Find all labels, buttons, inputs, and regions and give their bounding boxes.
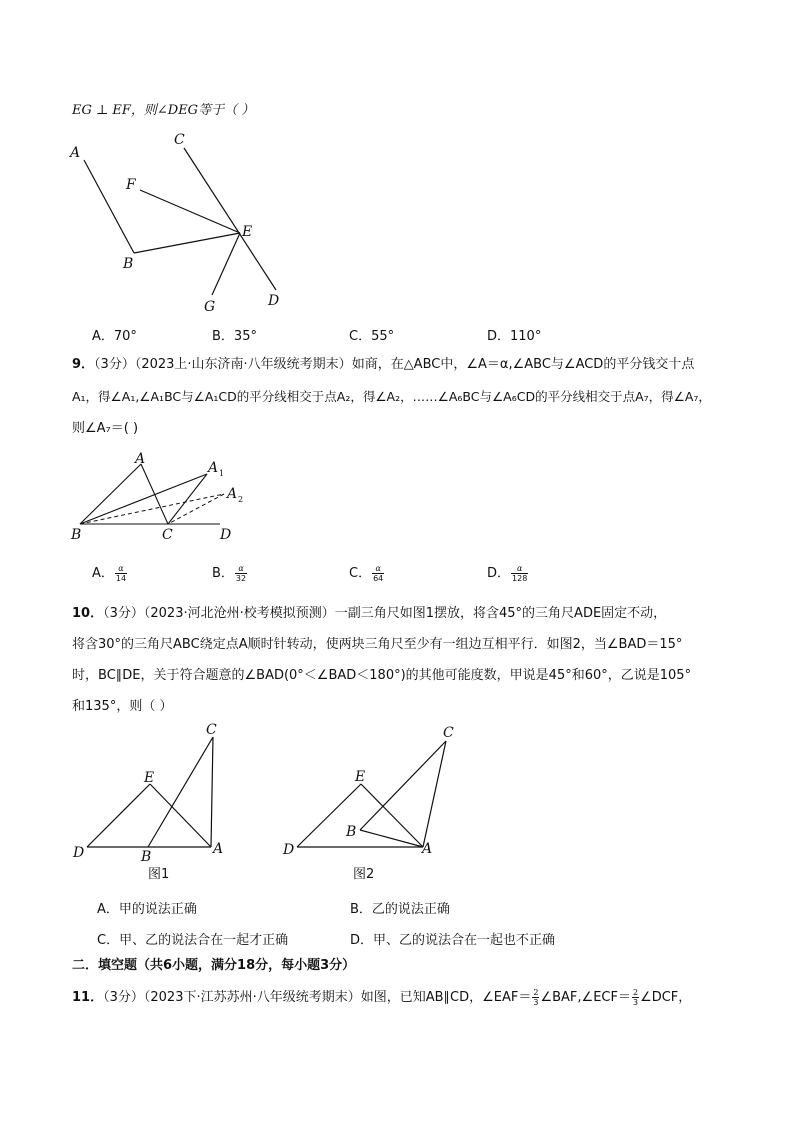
q9-label-c: C bbox=[162, 527, 173, 543]
q9-option-c-letter: C． bbox=[349, 566, 372, 581]
q9-stem-1: 如商，在△ABC中，∠A＝α,∠ABC与∠ACD的平分钱交十点 bbox=[351, 357, 695, 372]
q9-option-b-num: α bbox=[235, 564, 247, 574]
q11-score: （3分） bbox=[103, 990, 144, 1005]
q10-fig1-label-e: E bbox=[144, 770, 155, 786]
q9-line-3: 则∠A₇＝( ) bbox=[72, 421, 139, 436]
q11-frac-1-den: 3 bbox=[533, 998, 539, 1007]
q9-option-b-den: 32 bbox=[235, 574, 247, 583]
q9-line-2: A₁，得∠A₁,∠A₁BC与∠A₁CD的平分线相交于点A₂，得∠A₂，……∠A₆BC与∠A₆CD的平分线相交于点A₇，得∠A₇， bbox=[72, 389, 711, 404]
q9-option-c-den: 64 bbox=[373, 574, 384, 583]
q10-fig1-line-ea bbox=[150, 784, 211, 847]
q10-line-2: 将含30°的三角尺ABC绕定点A顺时针转动，使两块三角尺至少有一组边互相平行．如图2，当∠BAD＝15° bbox=[72, 637, 683, 652]
q9-option-a-num: α bbox=[115, 564, 127, 574]
q10-fig1-line-ac bbox=[211, 737, 213, 847]
q11-stem-c: ∠DCF， bbox=[640, 990, 692, 1005]
q10-fig2-caption: 图2 bbox=[353, 867, 375, 882]
q11-frac-1-num: 2 bbox=[533, 988, 539, 997]
q10-fig1-label-a: A bbox=[213, 841, 224, 857]
q10-fig1-line-de bbox=[87, 784, 150, 847]
q11-stem-a: 如图，已知AB∥CD，∠EAF＝ bbox=[360, 990, 532, 1005]
q8-label-c: C bbox=[174, 132, 185, 148]
q11-source: （2023下·江苏苏州·八年级统考期末） bbox=[143, 990, 361, 1005]
q9-label-a2: A bbox=[227, 486, 238, 502]
q9-number: 9． bbox=[72, 357, 95, 372]
q8-option-a[interactable]: A．70° bbox=[92, 329, 137, 344]
q9-option-c-num: α bbox=[372, 564, 384, 574]
q9-label-a: A bbox=[135, 451, 146, 467]
q8-stem-end: EG ⊥ EF，则∠DEG等于（ ） bbox=[72, 103, 255, 118]
q10-option-d[interactable]: D．甲、乙的说法合在一起也不正确 bbox=[350, 933, 556, 948]
q10-line-3: 时，BC∥DE，关于符合题意的∠BAD(0°＜∠BAD＜180°)的其他可能度数，甲说是45°和60°，乙说是105° bbox=[72, 668, 692, 683]
q9-option-b-letter: B． bbox=[212, 566, 234, 581]
q10-fig2-line-ba bbox=[360, 830, 423, 847]
q10-fig2-line-ac bbox=[423, 741, 446, 847]
q10-stem-1: 一副三角尺如图1摆放，将含45°的三角尺ADE固定不动， bbox=[334, 606, 667, 621]
q10-fig2-label-b: B bbox=[346, 824, 357, 840]
q8-label-a: A bbox=[70, 145, 81, 161]
q10-option-c[interactable]: C．甲、乙的说法合在一起才正确 bbox=[97, 933, 289, 948]
q9-score: （3分） bbox=[94, 357, 135, 372]
q9-label-d: D bbox=[220, 527, 232, 543]
q8-label-g: G bbox=[204, 299, 216, 315]
q11-frac-2-den: 3 bbox=[632, 998, 639, 1007]
q11-frac-2-num: 2 bbox=[632, 988, 639, 997]
q10-fig2-label-e: E bbox=[355, 769, 366, 785]
q11-line-1 bbox=[72, 988, 691, 1007]
q10-line-4: 和135°，则（ ） bbox=[72, 699, 173, 714]
q10-fig2-label-d: D bbox=[283, 842, 295, 858]
q10-fig1-label-b: B bbox=[141, 849, 152, 865]
q10-source: （2023·河北沧州·校考模拟预测） bbox=[143, 606, 335, 621]
q9-option-d-letter: D． bbox=[487, 566, 511, 581]
q9-option-d-den: 128 bbox=[512, 574, 528, 583]
q10-option-b[interactable]: B．乙的说法正确 bbox=[350, 902, 450, 917]
q8-option-b[interactable]: B．35° bbox=[212, 329, 257, 344]
q10-option-a[interactable]: A．甲的说法正确 bbox=[97, 902, 197, 917]
q10-number: 10． bbox=[72, 606, 104, 621]
q10-fig2-label-a: A bbox=[422, 841, 433, 857]
q9-label-a1: A bbox=[208, 460, 219, 476]
section-2-title: 二．填空题（共6小题，满分18分，每小题3分） bbox=[72, 958, 356, 973]
q10-fig2-line-ea bbox=[361, 784, 423, 847]
q10-fig1-label-d: D bbox=[73, 845, 85, 861]
q11-number: 11． bbox=[72, 990, 104, 1005]
q9-label-a2-sub: 2 bbox=[238, 495, 244, 504]
q10-fig2-label-c: C bbox=[443, 725, 454, 741]
q8-option-c[interactable]: C．55° bbox=[349, 329, 395, 344]
q10-fig2-line-cb bbox=[360, 741, 446, 830]
q10-fig1-caption: 图1 bbox=[148, 867, 170, 882]
q9-label-a1-sub: 1 bbox=[219, 469, 225, 478]
q11-stem-b: ∠BAF,∠ECF＝ bbox=[540, 990, 631, 1005]
q9-option-a-den: 14 bbox=[115, 574, 127, 583]
q9-option-d-num: α bbox=[511, 564, 528, 574]
q10-score: （3分） bbox=[103, 606, 144, 621]
q8-label-d: D bbox=[268, 293, 280, 309]
q9-source: （2023上·山东济南·八年级统考期末） bbox=[134, 357, 352, 372]
q8-label-f: F bbox=[126, 177, 136, 193]
q9-option-a-letter: A． bbox=[92, 566, 114, 581]
q8-label-e: E bbox=[242, 224, 253, 240]
q8-label-b: B bbox=[123, 256, 134, 272]
q8-option-d[interactable]: D．110° bbox=[487, 329, 542, 344]
q10-fig1-label-c: C bbox=[206, 722, 217, 738]
q9-label-b: B bbox=[71, 527, 82, 543]
